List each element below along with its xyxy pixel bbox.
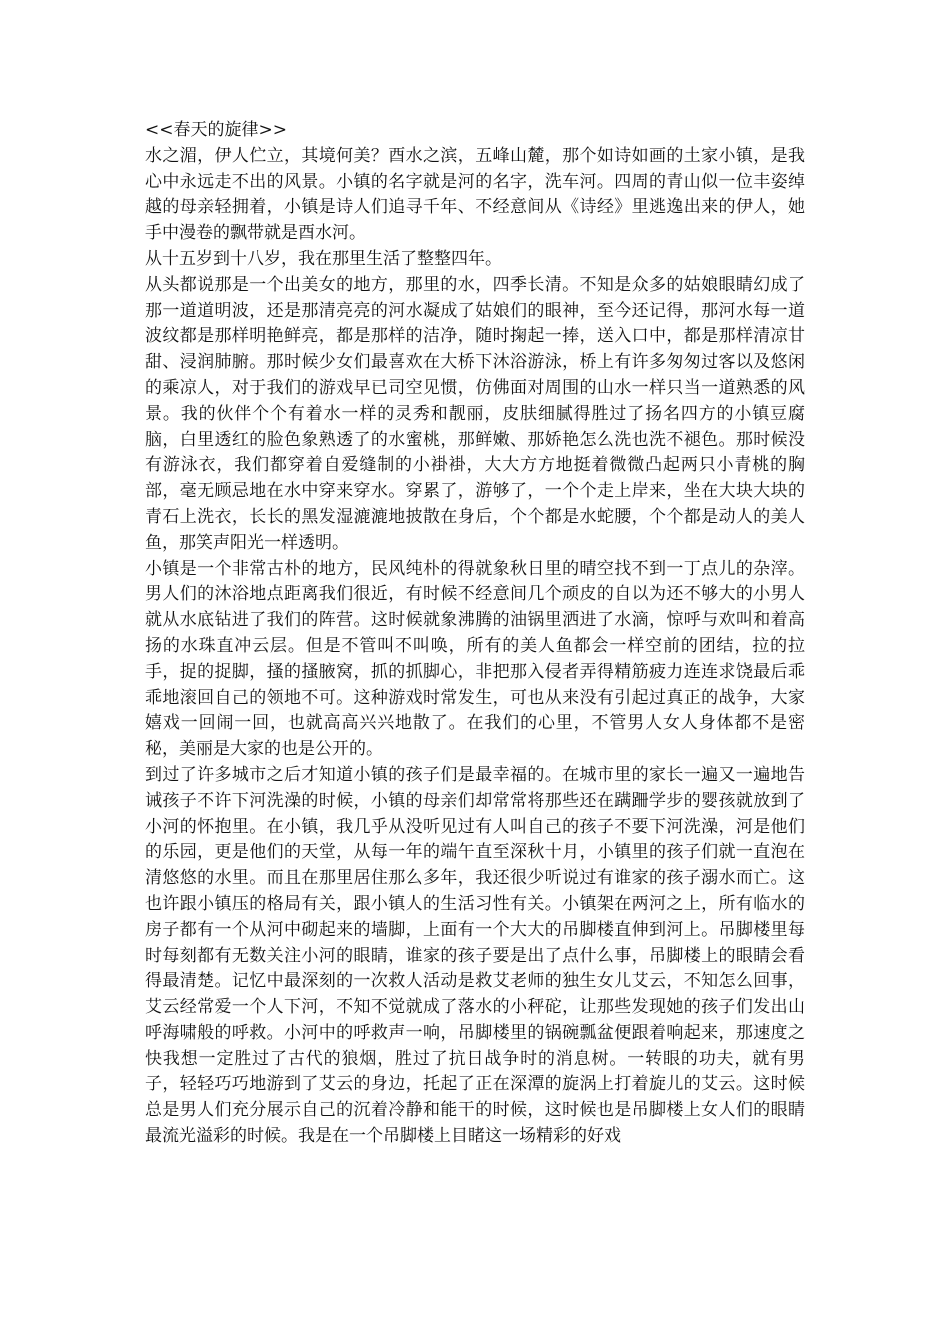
paragraph: 到过了许多城市之后才知道小镇的孩子们是最幸福的。在城市里的家长一遍又一遍地告诫孩子不许下河洗澡的时候，小镇的母亲们却常常将那些还在蹒跚学步的婴孩就放到了小河的怀抱里。在小镇，我几乎从没听见过有人叫自己的孩子不要下河洗澡，河是他们的乐园，更是他们的天堂，从每一年的端午直至深秋十月，小镇里的孩子们就一直泡在清悠悠的水里。而且在那里居住那么多年，我还很少听说过有谁家的孩子溺水而亡。这也许跟小镇压的格局有关，跟小镇人的生活习性有关。小镇架在两河之上，所有临水的房子都有一个从河中砌起来的墙脚，上面有一个大大的吊脚楼直伸到河上。吊脚楼里每时每刻都有无数关注小河的眼睛，谁家的孩子要是出了点什么事，吊脚楼上的眼睛会看得最清楚。记忆中最深刻的一次救人活动是救艾老师的独生女儿艾云，不知怎么回事，艾云经常爱一个人下河，不知不觉就成了落水的小秤砣，让那些发现她的孩子们发出山呼海啸般的呼救。小河中的呼救声一响，吊脚楼里的锅碗瓢盆便跟着响起来，那速度之快我想一定胜过了古代的狼烟，胜过了抗日战争时的消息树。一转眼的功夫，就有男子，轻轻巧巧地游到了艾云的身边，托起了正在深潭的旋涡上打着旋儿的艾云。这时候总是男人们充分展示自己的沉着冷静和能干的时候，这时候也是吊脚楼上女人们的眼睛最流光溢彩的时候。我是在一个吊脚楼上目睹这一场精彩的好戏 (145, 764, 805, 1147)
paragraph: 小镇是一个非常古朴的地方，民风纯朴的得就象秋日里的晴空找不到一丁点儿的杂滓。男人们的沐浴地点距离我们很近，有时候不经意间几个顽皮的自以为还不够大的小男人就从水底钻进了我们的阵营。这时候就象沸腾的油锅里洒进了水滴，惊呼与欢叫和着高扬的水珠直冲云层。但是不管叫不叫唤，所有的美人鱼都会一样空前的团结，拉的拉手，捉的捉脚，搔的搔腋窝，抓的抓脚心，非把那入侵者弄得精筋疲力连连求饶最后乖乖地滚回自己的领地不可。这种游戏时常发生，可也从来没有引起过真正的战争，大家嬉戏一回闹一回，也就高高兴兴地散了。在我们的心里，不管男人女人身体都不是密秘，美丽是大家的也是公开的。 (145, 558, 805, 760)
paragraph: 从十五岁到十八岁，我在那里生活了整整四年。 (145, 248, 502, 269)
paragraph: 水之湄，伊人伫立，其境何美？酉水之滨，五峰山麓，那个如诗如画的土家小镇，是我心中永远走不出的风景。小镇的名字就是河的名字，洗车河。四周的青山似一位丰姿绰越的母亲轻拥着，小镇是诗人们追寻千年、不经意间从《诗经》里逃逸出来的伊人，她手中漫卷的飘带就是酉水河。 (145, 145, 805, 244)
document-body (145, 118, 805, 1150)
paragraph: 从头都说那是一个出美女的地方，那里的水，四季长清。不知是众多的姑娘眼睛幻成了那一道道明波，还是那清亮亮的河水凝成了姑娘们的眼神，至今还记得，那河水每一道波纹都是那样明艳鲜亮，都是那样的洁净，随时掬起一捧，送入口中，都是那样清凉甘甜、浸润肺腑。那时候少女们最喜欢在大桥下沐浴游泳，桥上有许多匆匆过客以及悠闲的乘凉人，对于我们的游戏早已司空见惯，仿佛面对周围的山水一样只当一道熟悉的风景。我的伙伴个个有着水一样的灵秀和靓丽，皮肤细腻得胜过了扬名四方的小镇豆腐脑，白里透红的脸色象熟透了的水蜜桃，那鲜嫩、那娇艳怎么洗也洗不褪色。那时候没有游泳衣，我们都穿着自爱缝制的小褂褂，大大方方地挺着微微凸起两只小青桃的胸部，毫无顾忌地在水中穿来穿水。穿累了，游够了，一个个走上岸来，坐在大块大块的青石上洗衣，长长的黑发湿漉漉地披散在身后，个个都是水蛇腰，个个都是动人的美人鱼，那笑声阳光一样透明。 (145, 274, 805, 553)
document-title: <<春天的旋律>> (145, 120, 287, 140)
